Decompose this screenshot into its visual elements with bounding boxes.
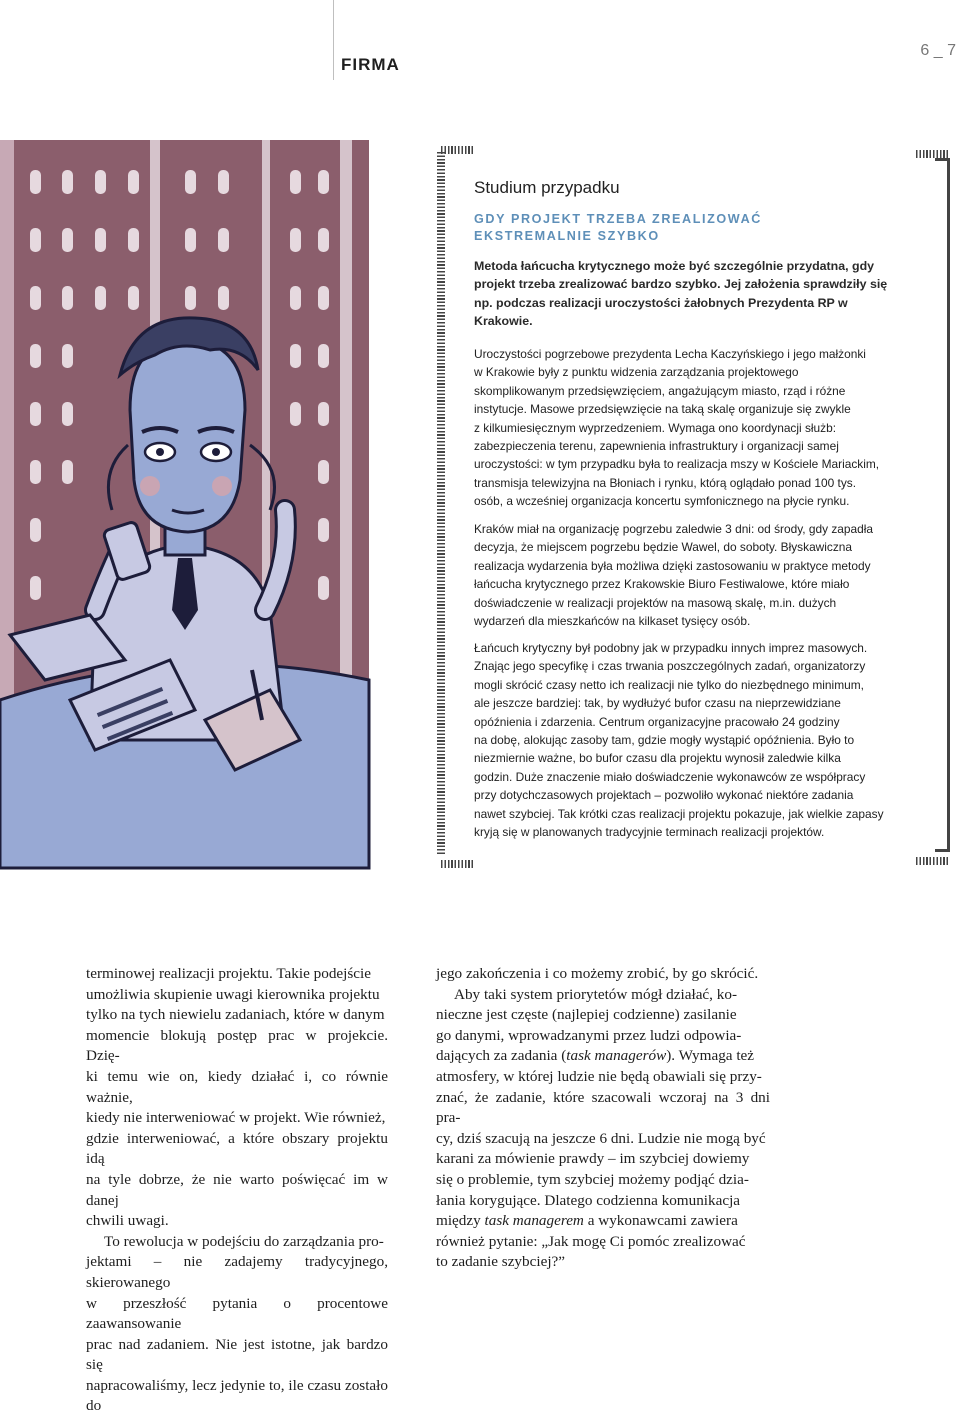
article-line: również pytanie: „Jak mogę Ci pomóc zrealizować bbox=[436, 1232, 746, 1250]
article-column-left bbox=[86, 964, 388, 1417]
article-line: prac nad zadaniem. Nie jest istotne, jak bardzo się bbox=[86, 1335, 388, 1374]
article-line: tylko na tych niewielu zadaniach, które w danym bbox=[86, 1006, 385, 1024]
article-line: atmosfery, w której ludzie nie będą obawiali się przy- bbox=[436, 1067, 762, 1085]
article-line bbox=[436, 1211, 770, 1232]
case-study-paragraph-1 bbox=[474, 345, 914, 511]
frame-bottom-left-ticks bbox=[441, 860, 474, 868]
case-study-subtitle bbox=[474, 211, 894, 245]
article-line: znać, że zadanie, które szacowali wczoraj na 3 dni pra- bbox=[436, 1088, 770, 1127]
body-line: Znając jego specyfikę i czas trwania poszczególnych zadań, organizatorzy bbox=[474, 659, 866, 674]
article-line: karani za mówienie prawdy – im szybciej dowiemy bbox=[436, 1150, 750, 1168]
body-line: wydarzeń dla mieszkańców na kilkaset tysięcy osób. bbox=[474, 614, 751, 629]
body-line: kryją się w planowanych tradycyjnie terminach realizacji projektów. bbox=[474, 825, 825, 840]
article-line: To rewolucja w podejściu do zarządzania pro- bbox=[104, 1232, 384, 1250]
illustration-multitasking-man bbox=[0, 140, 369, 868]
section-label: FIRMA bbox=[341, 55, 400, 74]
article-line: go danymi, wprowadzanymi przez ludzi odpowia- bbox=[436, 1026, 742, 1044]
article-column-right bbox=[436, 964, 770, 1273]
body-line: przy dotychczasowych projektach – pozwoliło wykonać niektóre zadania bbox=[474, 788, 854, 803]
case-study-subtitle-line: GDY PROJEKT TRZEBA ZREALIZOWAĆ bbox=[474, 212, 762, 226]
frame-bottom-right-ticks bbox=[916, 857, 949, 865]
article-paragraph bbox=[436, 985, 770, 1273]
article-line: cy, dziś szacują na jeszcze 6 dni. Ludzie nie mogą być bbox=[436, 1129, 766, 1147]
case-study-title: Studium przypadku bbox=[474, 178, 620, 197]
body-line: decyzja, że miejscem pogrzebu będzie Wawel, do soboty. Błyskawiczna bbox=[474, 540, 853, 555]
article-line: ki temu wie on, kiedy działać i, co równie ważnie, bbox=[86, 1067, 388, 1106]
article-line: w przeszłość pytania o procentowe zaawansowanie bbox=[86, 1294, 388, 1333]
text-run: ). Wymaga też bbox=[666, 1047, 755, 1065]
article-line: się o problemie, tym szybciej możemy podjąć dzia- bbox=[436, 1170, 749, 1188]
italic-term: task managerem bbox=[484, 1212, 584, 1230]
article-line: jego zakończenia i co możemy zrobić, by go skrócić. bbox=[436, 965, 759, 982]
text-run: a wykonawcami zawiera bbox=[583, 1212, 738, 1230]
lead-line: projekt trzeba zrealizować bardzo szybko. Jej założenia sprawdziły się bbox=[474, 277, 888, 292]
body-line: Łańcuch krytyczny był podobny jak w przypadku innych imprez masowych. bbox=[474, 641, 868, 655]
page-numbers: 6 _ 7 bbox=[920, 42, 956, 59]
body-line: realizacja wydarzenia była możliwa dzięki zastosowaniu w praktyce metody bbox=[474, 558, 871, 573]
body-line: opóźnienia i zdarzenia. Centrum organizacyjne pracowało 24 godziny bbox=[474, 714, 840, 729]
article-line bbox=[436, 1046, 770, 1067]
article-line: umożliwia skupienie uwagi kierownika projektu bbox=[86, 985, 380, 1003]
body-line: nawet szybciej. Tak krótki czas realizacji projektu pokazuje, jak wielkie zapasy bbox=[474, 806, 884, 821]
frame-right-bracket bbox=[947, 158, 950, 852]
body-line: na dobę, alokując zasoby tam, gdzie mogły wystąpić opóźnienia. Było to bbox=[474, 733, 855, 748]
body-line: instytucje. Masowe przedsięwzięcie na taką skalę organizuje się zwykle bbox=[474, 402, 851, 417]
article-line: kiedy nie interweniować w projekt. Wie również, bbox=[86, 1109, 386, 1127]
body-line: Kraków miał na organizację pogrzebu zaledwie 3 dni: od środy, gdy zapadła bbox=[474, 522, 874, 536]
frame-right-bracket-top bbox=[935, 158, 950, 161]
lead-line: Metoda łańcucha krytycznego może być szczególnie przydatna, gdy bbox=[474, 259, 875, 273]
body-line: godzin. Duże znaczenie miało doświadczenie wykonawców ze współpracy bbox=[474, 769, 866, 784]
article-line: chwili uwagi. bbox=[86, 1212, 169, 1230]
body-line: ale jeszcze bardziej: tak, by wydłużyć bufor czasu na nieprzewidziane bbox=[474, 696, 841, 711]
article-line: momencie blokują postęp prac w projekcie. Dzię- bbox=[86, 1026, 388, 1065]
article-line: to zadanie szybciej?” bbox=[436, 1253, 566, 1271]
body-line: zabezpieczenia terenu, zapewnienia infrastruktury i organizacji samej bbox=[474, 439, 839, 454]
header-divider bbox=[333, 0, 334, 80]
body-line: z kilkumiesięcznym wyprzedzeniem. Wymaga ono koordynacji służb: bbox=[474, 420, 837, 435]
case-study-paragraph-2 bbox=[474, 520, 914, 630]
body-line: Uroczystości pogrzebowe prezydenta Lecha Kaczyńskiego i jego małżonki bbox=[474, 347, 866, 361]
body-line: osób, a wcześniej organizacja koncertu symfonicznego na płycie rynku. bbox=[474, 494, 850, 509]
body-line: uroczystości: w tym przypadku była to realizacja mszy w Kościele Mariackim, bbox=[474, 457, 880, 472]
article-line: na tyle dobrze, że nie warto poświęcać im w danej bbox=[86, 1170, 388, 1209]
text-run: dających za zadania ( bbox=[436, 1047, 567, 1065]
article-line: jektami – nie zadajemy tradycyjnego, skierowanego bbox=[86, 1253, 388, 1291]
case-study-lead bbox=[474, 257, 904, 331]
case-study-paragraph-3 bbox=[474, 639, 914, 841]
body-line: niezmiernie ważne, bo bufor czasu dla projektu wynosił zaledwie kilka bbox=[474, 751, 841, 766]
article-line: terminowej realizacji projektu. Takie podejście bbox=[86, 965, 371, 982]
body-line: doświadczenie w realizacji projektów na masową skalę, m.in. dużych bbox=[474, 595, 837, 610]
article-line: Aby taki system priorytetów mógł działać, ko- bbox=[454, 985, 738, 1003]
frame-top-right-ticks bbox=[916, 150, 949, 158]
frame-left-ticks bbox=[437, 152, 445, 854]
article-line: gdzie interweniować, a które obszary projektu idą bbox=[86, 1129, 388, 1168]
text-run: między bbox=[436, 1212, 485, 1230]
body-line: mogli skrócić czasy netto ich realizacji nie tylko do niezbędnego minimum, bbox=[474, 677, 864, 692]
frame-top-left-ticks bbox=[441, 146, 474, 154]
frame-right-bracket-bottom bbox=[935, 849, 950, 852]
body-line: transmisja telewizyjna na Błoniach i rynku, którą oglądało ponad 100 tys. bbox=[474, 475, 857, 490]
article-line: napracowaliśmy, lecz jedynie to, ile czasu zostało do bbox=[86, 1376, 388, 1415]
body-line: łańcucha krytycznego przez Krakowskie Biuro Festiwalowe, które miało bbox=[474, 577, 850, 592]
body-line: w Krakowie były z punktu widzenia zarządzania projektowego bbox=[474, 365, 799, 380]
article-paragraph bbox=[86, 1232, 388, 1417]
article-paragraph bbox=[86, 964, 388, 1232]
case-study-subtitle-line: EKSTREMALNIE SZYBKO bbox=[474, 229, 660, 243]
body-line: skomplikowanym przedsięwzięciem, angażującym miasto, rząd i różne bbox=[474, 383, 846, 398]
article-line: nieczne jest częste (najlepiej codzienne) zasilanie bbox=[436, 1006, 737, 1024]
italic-term: task managerów bbox=[566, 1047, 667, 1065]
lead-line: np. podczas realizacji uroczystości żałobnych Prezydenta RP w Krakowie. bbox=[474, 295, 848, 329]
article-line: łania korygujące. Dlatego codzienna komunikacja bbox=[436, 1191, 741, 1209]
